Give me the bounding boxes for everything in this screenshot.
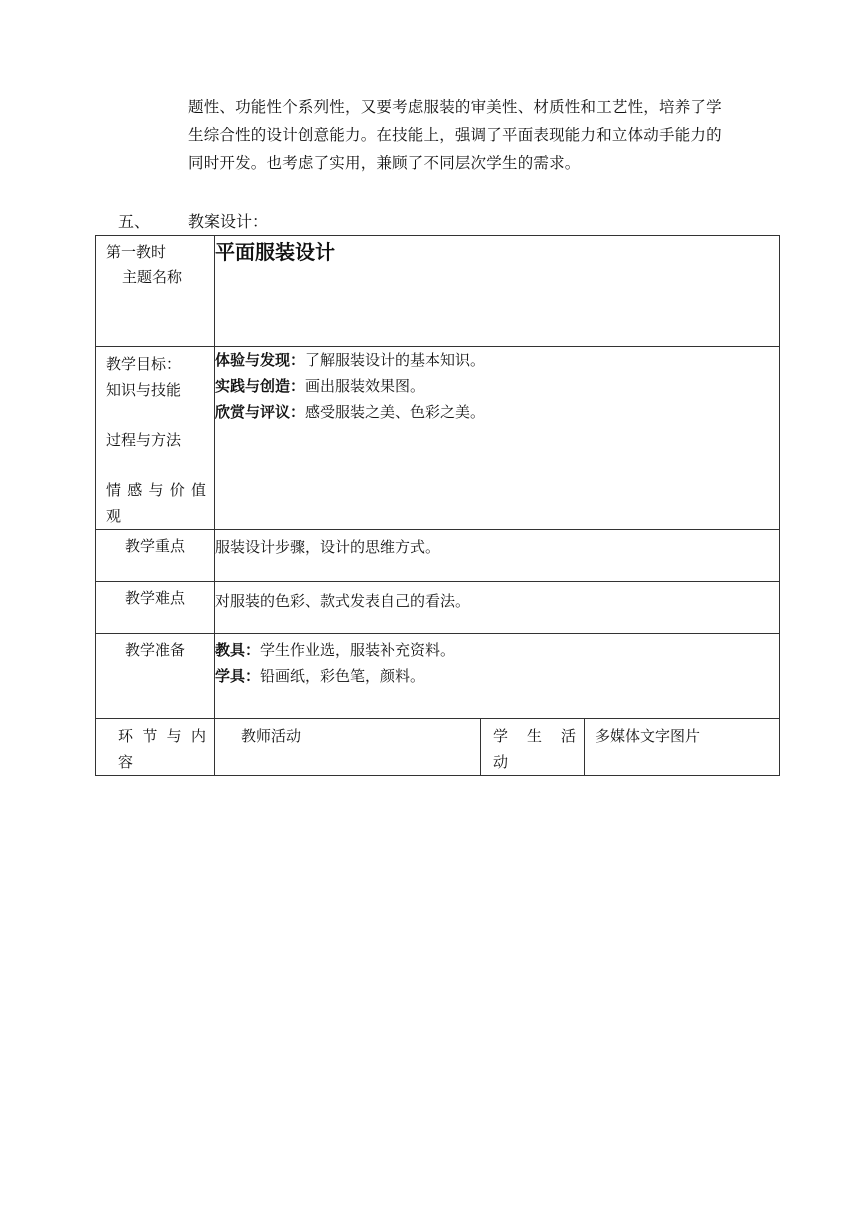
lesson-number-label: 第一教时 [106, 243, 167, 261]
multimedia-label: 多媒体文字图片 [595, 727, 701, 745]
section-heading [118, 209, 268, 232]
key-points-label-cell [96, 530, 215, 582]
objectives-label: 教学目标： [106, 355, 182, 373]
table-row-preparation [96, 634, 780, 719]
objective-item: 体验与发现：了解服装设计的基本知识。 [215, 351, 486, 369]
student-activity-header [481, 719, 585, 776]
knowledge-skills-label: 知识与技能 [106, 381, 182, 399]
table-row-topic [96, 236, 780, 347]
preparation-label: 教学准备 [124, 641, 185, 659]
topic-name-label: 主题名称 [122, 268, 183, 286]
process-method-label: 过程与方法 [106, 431, 182, 449]
objectives-label-cell [96, 347, 215, 530]
emotion-values-label-1: 情 感 与 价 值 [106, 481, 206, 499]
multimedia-header [585, 719, 780, 776]
objectives-content-cell [215, 347, 780, 530]
key-points-label: 教学重点 [124, 537, 185, 555]
intro-paragraph [188, 93, 778, 177]
intro-line: 生综合性的设计创意能力。在技能上，强调了平面表现能力和立体动手能力的 [188, 126, 722, 144]
preparation-label-cell [96, 634, 215, 719]
difficulties-label: 教学难点 [124, 589, 185, 607]
section-number: 五、 [118, 212, 151, 231]
stage-content-header [96, 719, 215, 776]
table-row-key-points [96, 530, 780, 582]
key-points-content: 服装设计步骤，设计的思维方式。 [215, 530, 780, 582]
difficulties-content: 对服装的色彩、款式发表自己的看法。 [215, 582, 780, 634]
stage-content-line1: 环 节 与 内 [118, 727, 206, 745]
objective-item: 欣赏与评议：感受服装之美、色彩之美。 [215, 403, 486, 421]
table-row-objectives [96, 347, 780, 530]
intro-line: 题性、功能性个系列性，又要考虑服装的审美性、材质性和工艺性，培养了学 [188, 98, 722, 116]
objective-item: 实践与创造：画出服装效果图。 [215, 377, 426, 395]
difficulties-label-cell [96, 582, 215, 634]
student-activity-line1: 学 生 活 [493, 727, 576, 745]
table-row-difficulties [96, 582, 780, 634]
preparation-item: 教具：学生作业选，服装补充资料。 [215, 641, 456, 659]
student-activity-line2: 动 [493, 753, 509, 771]
lesson-plan-table [95, 235, 780, 776]
stage-content-line2: 容 [118, 753, 134, 771]
preparation-item: 学具：铅画纸，彩色笔，颜料。 [215, 667, 426, 685]
teacher-activity-header [215, 719, 481, 776]
emotion-values-label-2: 观 [106, 507, 122, 525]
preparation-content-cell [215, 634, 780, 719]
topic-title: 平面服装设计 [215, 240, 335, 264]
topic-title-cell [215, 236, 780, 347]
topic-label-cell [96, 236, 215, 347]
section-title: 教案设计： [188, 212, 269, 231]
teacher-activity-label: 教师活动 [241, 727, 302, 745]
table-row-activity-header [96, 719, 780, 776]
intro-line: 同时开发。也考虑了实用，兼顾了不同层次学生的需求。 [188, 154, 581, 172]
